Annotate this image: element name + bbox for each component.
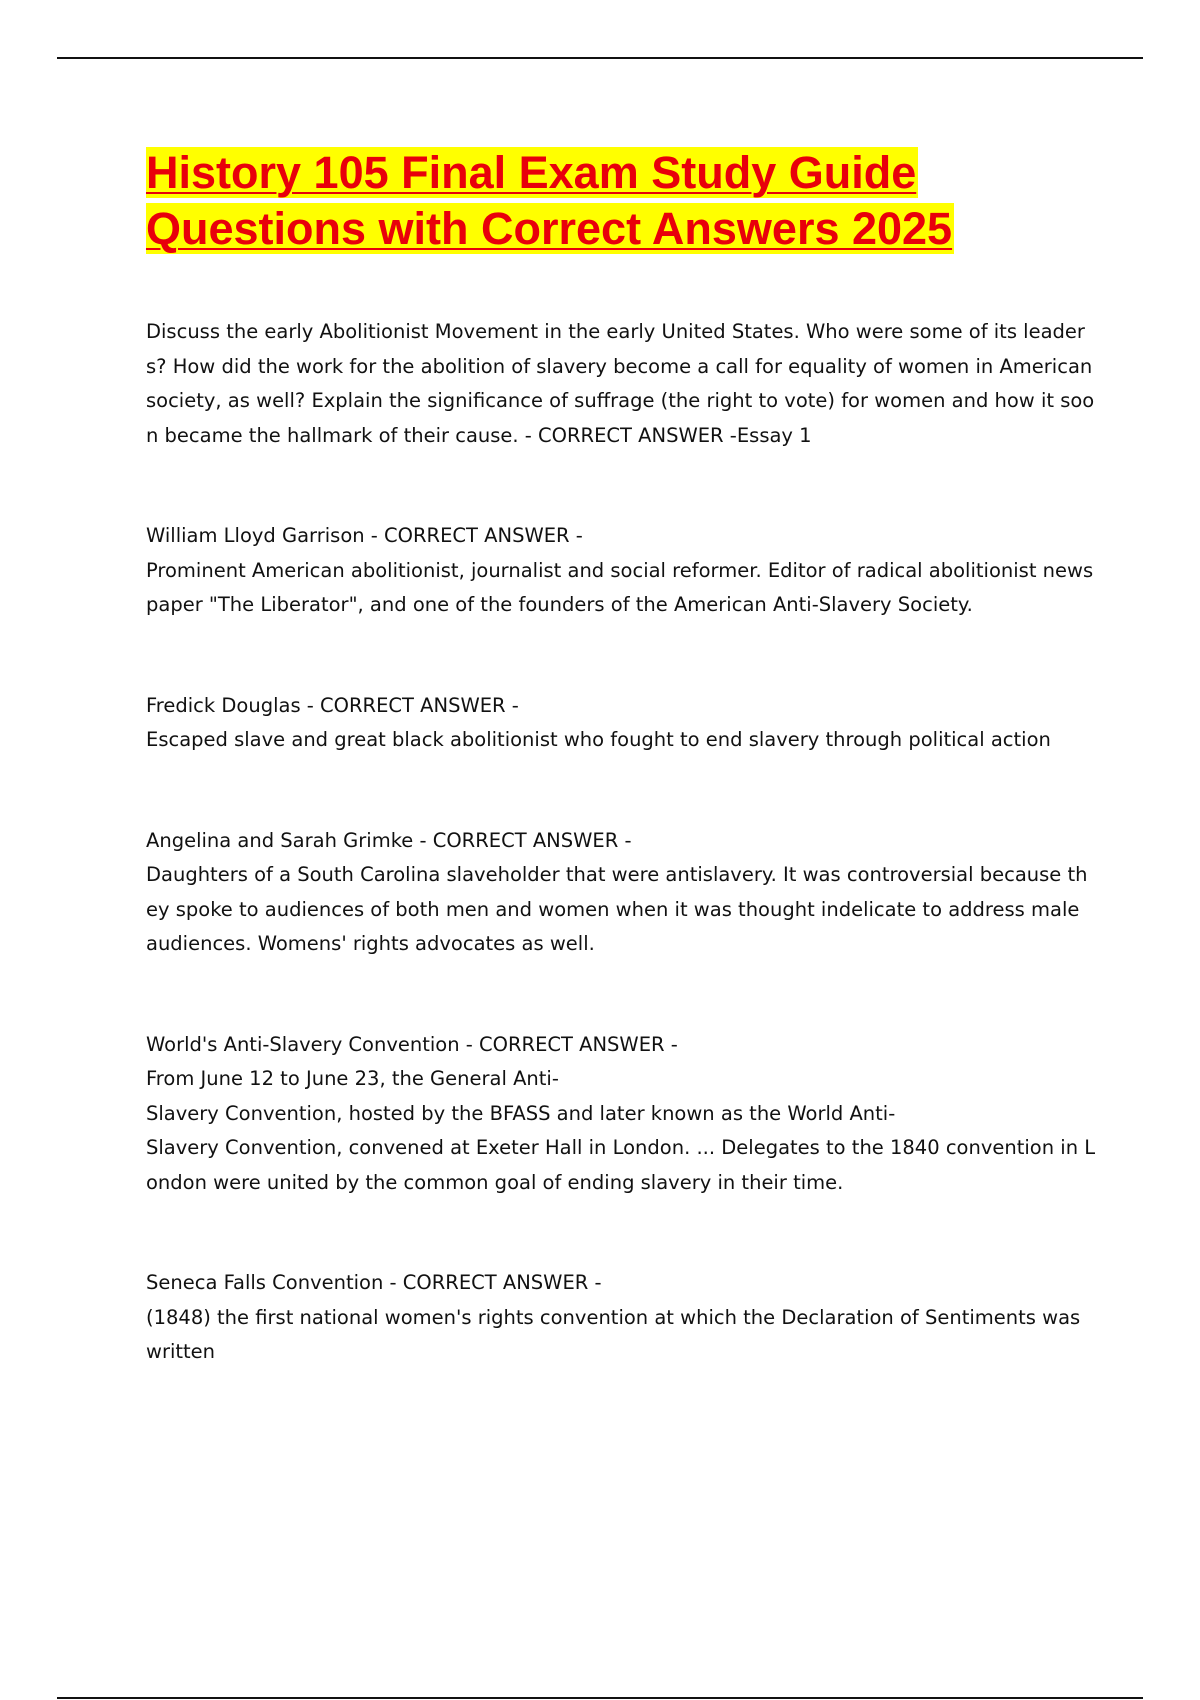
qa-term: William Lloyd Garrison - CORRECT ANSWER - — [146, 524, 583, 547]
qa-item-essay — [146, 315, 1096, 453]
qa-item-garrison — [146, 519, 1096, 623]
top-rule — [57, 57, 1143, 59]
qa-answer-line: Slavery Convention, hosted by the BFASS and later known as the World Anti- — [146, 1101, 896, 1125]
qa-item-grimke — [146, 824, 1096, 962]
qa-answer: Escaped slave and great black abolitionist who fought to end slavery through political action — [146, 728, 1051, 751]
qa-answer-line: From June 12 to June 23, the General Anti- — [146, 1067, 559, 1090]
document-body — [146, 145, 1096, 1370]
qa-answer: (1848) the first national women's rights convention at which the Declaration of Sentiments was written — [146, 1305, 1093, 1363]
document-title — [146, 145, 1096, 257]
qa-item-world-convention — [146, 1028, 1096, 1201]
qa-term: World's Anti-Slavery Convention - CORRECT ANSWER - — [146, 1032, 678, 1056]
qa-answer: Daughters of a South Carolina slaveholder that were antislavery. It was controversial because they spoke to audiences of both men and women when it was thought indelicate to address male audiences. Womens' rights advocates as well. — [146, 863, 1088, 955]
qa-question: Discuss the early Abolitionist Movement in the early United States. Who were some of its leaders? How did the work for the abolition of slavery become a call for equality of women in American society, as well? Explain the significance of suffrage (the right to vote) for women and how it soon became the hallmark of their cause. - CORRECT ANSWER -Essay 1 — [146, 320, 1095, 447]
qa-answer-line: Slavery Convention, convened at Exeter Hall in London. ... Delegates to the 1840 convention in London were united by the common goal of ending slavery in their time. — [146, 1136, 1096, 1194]
qa-answer: Prominent American abolitionist, journalist and social reformer. Editor of radical abolitionist newspaper "The Liberator", and one of the founders of the American Anti-Slavery Society. — [146, 558, 1094, 616]
title-line-2: Questions with Correct Answers 2025 — [146, 203, 953, 254]
qa-item-douglas — [146, 689, 1096, 758]
qa-term: Seneca Falls Convention - CORRECT ANSWER - — [146, 1271, 602, 1294]
title-line-1: History 105 Final Exam Study Guide — [146, 147, 917, 198]
qa-term: Angelina and Sarah Grimke - CORRECT ANSWER - — [146, 828, 632, 852]
bottom-rule — [57, 1697, 1143, 1699]
qa-item-seneca-falls — [146, 1266, 1096, 1370]
qa-term: Fredick Douglas - CORRECT ANSWER - — [146, 693, 519, 717]
